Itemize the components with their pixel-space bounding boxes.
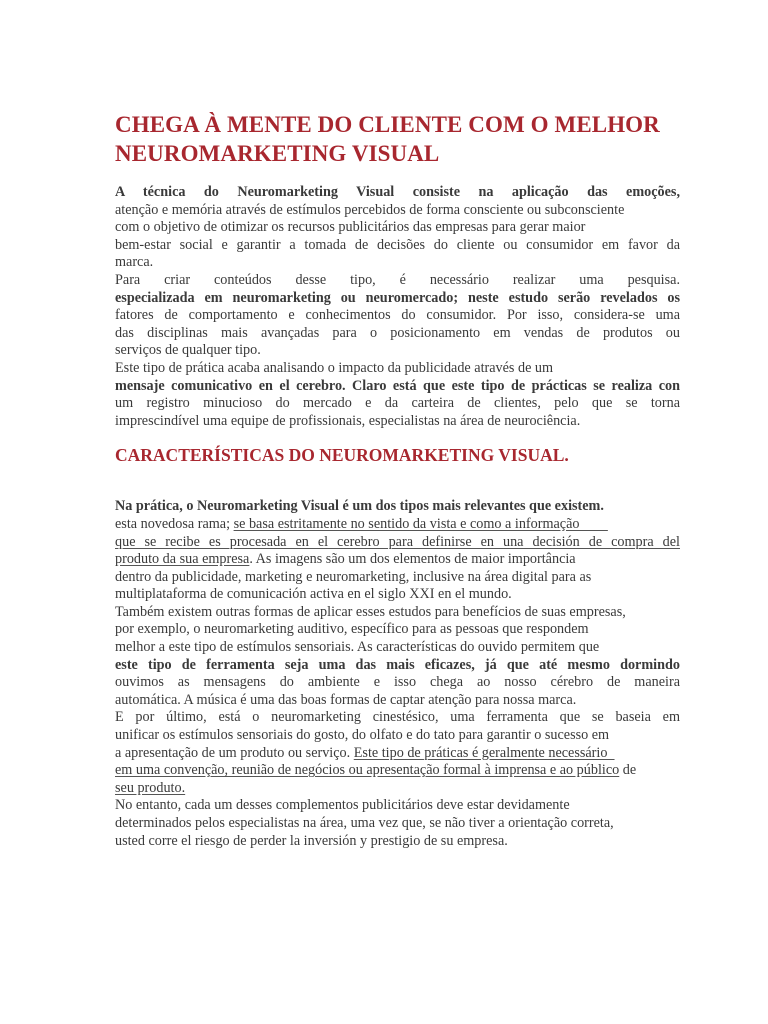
text-line: marca. [115,254,154,271]
section-characteristics [115,498,680,850]
text-line: imprescindível uma equipe de profissionais, especialistas na área de neurociência. [115,412,581,429]
text-line: determinados pelos especialistas na área, uma vez que, se não tiver a orientação correta, [115,815,614,831]
text-line: bem-estar social e garantir a tomada de decisões do cliente ou consumidor em favor da [115,236,680,253]
text-line [115,780,680,798]
text-line: unificar os estímulos sensoriais do gosto, do olfato e do tato para garantir o sucesso em [115,727,610,744]
text-line [115,745,680,763]
text-line: fatores de comportamento e conhecimentos do consumidor. Por isso, considera-se uma [115,307,680,324]
text-line [115,762,680,780]
underlined-text: seu produto. [115,779,186,796]
text-line: multiplataforma de comunicación activa en el siglo XXI en el mundo. [115,586,512,603]
document-page [115,110,680,850]
text-line: com o objetivo de otimizar os recursos publicitários das empresas para gerar maior [115,219,586,236]
text-line: por exemplo, o neuromarketing auditivo, específico para as pessoas que respondem [115,621,589,638]
underlined-text: produto da sua empresa [115,551,250,568]
text-span: de [619,762,637,779]
title-line: NEUROMARKETING VISUAL [115,141,440,166]
text-line: usted corre el riesgo de perder la inversión y prestigio de su empresa. [115,832,508,849]
underlined-text: Este tipo de práticas é geralmente necessário [353,744,615,761]
text-line: das disciplinas mais avançadas para o posicionamento em vendas de produtos ou [115,324,680,341]
text-line: serviços de qualquer tipo. [115,342,261,359]
text-line: atenção e memória através de estímulos percebidos de forma consciente ou subconsciente [115,201,625,218]
text-line [115,516,680,534]
text-line: dentro da publicidade, marketing e neuromarketing, inclusive na área digital para as [115,568,592,585]
text-line [115,534,680,552]
text-span: esta novedosa rama; [115,515,234,532]
text-line: este tipo de ferramenta seja uma das mais eficazes, já que até mesmo dormindo [115,656,680,673]
text-line: A técnica do Neuromarketing Visual consiste na aplicação das emoções, [115,184,680,200]
text-span: . As imagens são um dos elementos de maior importância [249,551,576,568]
text-line: Para criar conteúdos desse tipo, é necessário realizar uma pesquisa. [115,271,680,288]
section-heading: CARACTERÍSTICAS DO NEUROMARKETING VISUAL. [115,445,569,466]
section-intro [115,184,680,430]
text-line: No entanto, cada um desses complementos publicitários deve estar devidamente [115,797,570,814]
text-line: Também existem outras formas de aplicar esses estudos para benefícios de suas empresas, [115,603,626,620]
text-line: Este tipo de prática acaba analisando o impacto da publicidade através de um [115,359,554,376]
text-line: ouvimos as mensagens do ambiente e isso chega ao nosso cérebro de maneira [115,674,680,691]
text-line [115,551,680,569]
text-line: automática. A música é uma das boas formas de captar atenção para nossa marca. [115,691,577,708]
underlined-text: em uma convenção, reunião de negócios ou apresentação formal à imprensa e ao público [115,762,620,779]
text-line: E por último, está o neuromarketing cinestésico, uma ferramenta que se baseia em [115,709,680,726]
underlined-text: que se recibe es procesada en el cerebro para definirse en una decisión de compra del [115,533,680,550]
document-title [115,110,680,168]
text-line: especializada em neuromarketing ou neuromercado; neste estudo serão revelados os [115,289,680,306]
text-line: melhor a este tipo de estímulos sensoriais. As características do ouvido permitem que [115,639,600,656]
title-line: CHEGA À MENTE DO CLIENTE COM O MELHOR [115,112,660,137]
text-line: mensaje comunicativo en el cerebro. Claro está que este tipo de prácticas se realiza con [115,377,680,394]
underlined-text: se basa estritamente no sentido da vista e como a informação [233,515,608,532]
text-line: Na prática, o Neuromarketing Visual é um dos tipos mais relevantes que existem. [115,498,604,515]
text-line: um registro minucioso do mercado e da carteira de clientes, pelo que se torna [115,395,680,412]
text-span: a apresentação de um produto ou serviço. [115,744,354,761]
